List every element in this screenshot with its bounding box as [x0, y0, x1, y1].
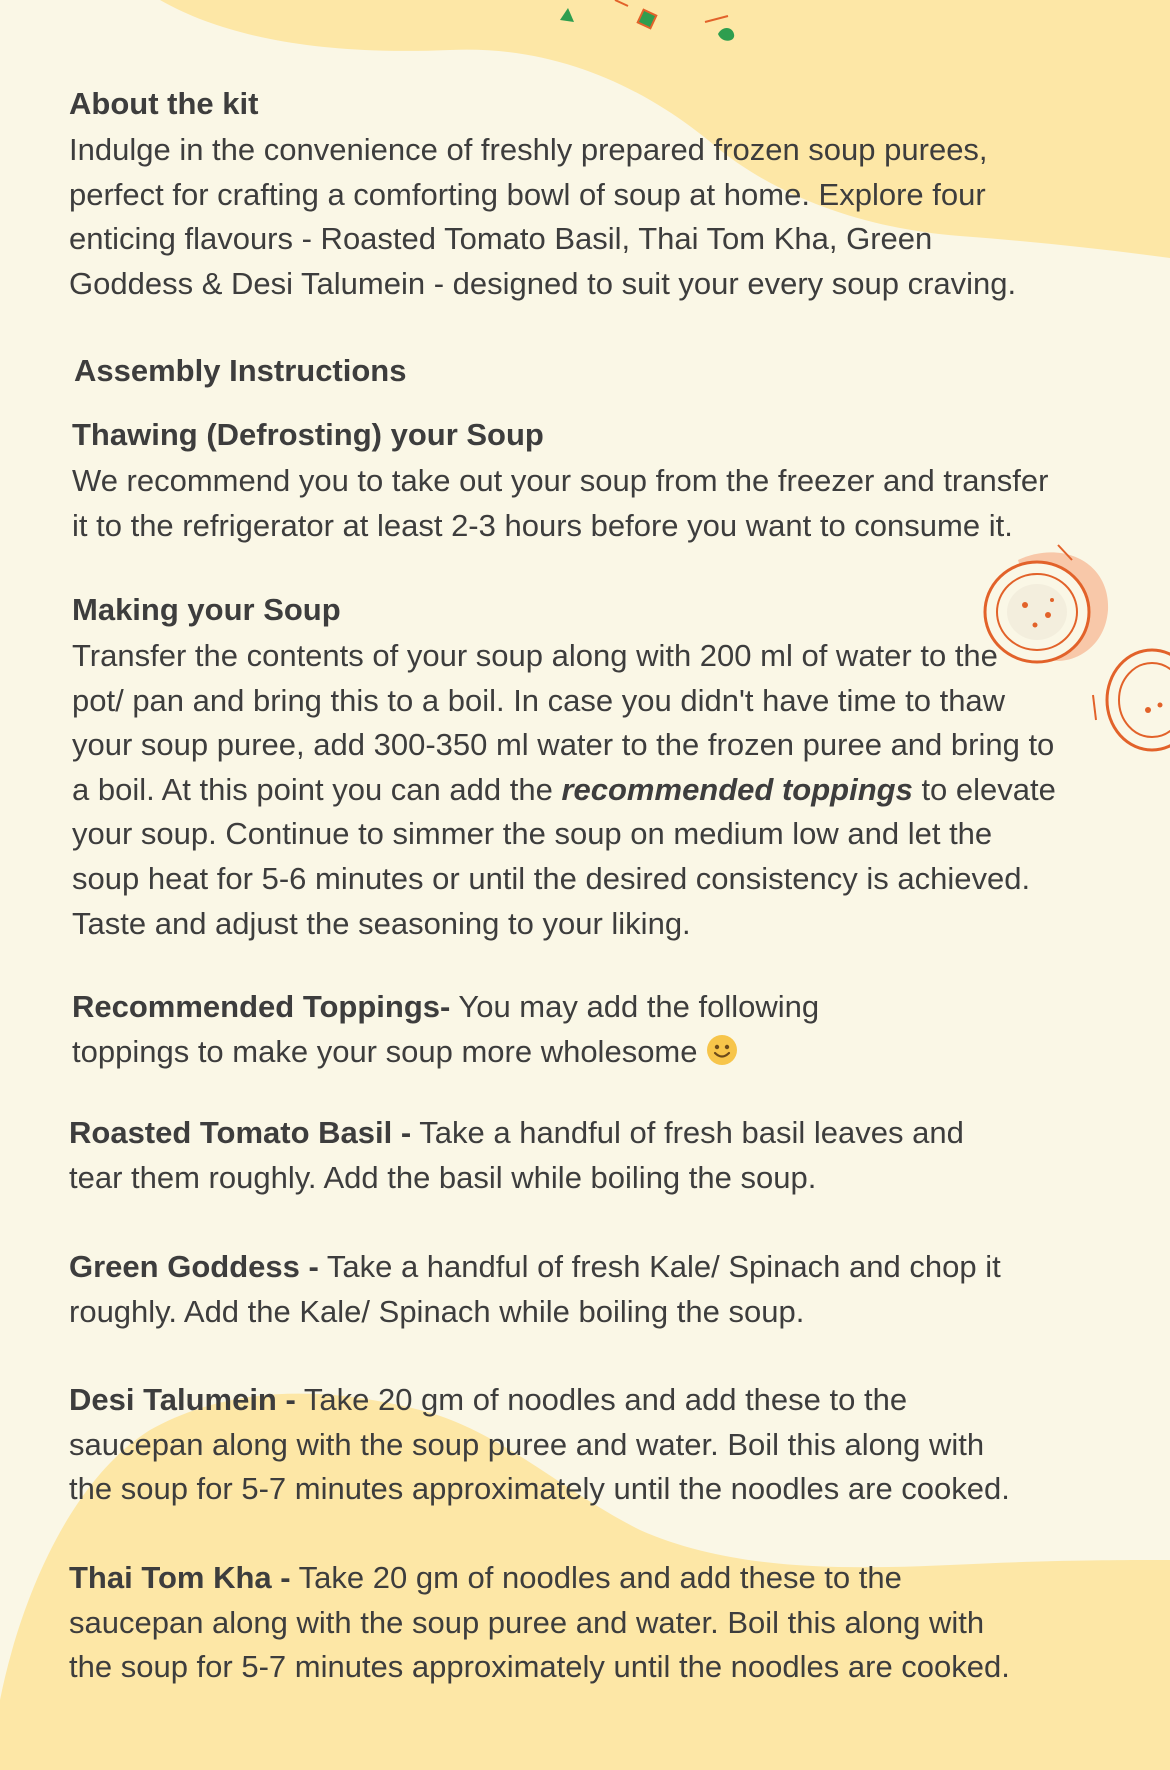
making-heading: Making your Soup — [72, 592, 341, 627]
smiley-face-icon — [706, 1034, 738, 1079]
making-line4-before: a boil. At this point you can add the — [72, 771, 562, 807]
topping-line — [69, 1245, 1129, 1290]
about-line: Goddess & Desi Talumein - designed to suit your every soup craving. — [69, 265, 1017, 301]
toppings-intro-rest: You may add the following — [450, 989, 820, 1024]
topping-text: Take 20 gm of noodles and add these to the — [290, 1560, 902, 1595]
topping-line: tear them roughly. Add the basil while boiling the soup. — [69, 1159, 817, 1195]
toppings-intro-line — [72, 985, 1132, 1030]
making-line: pot/ pan and bring this to a boil. In case you didn't have time to thaw — [72, 682, 1006, 718]
topping-line — [69, 1556, 1149, 1601]
making-line: your soup. Continue to simmer the soup on medium low and let the — [72, 816, 993, 852]
topping-name: Desi Talumein - — [69, 1382, 296, 1417]
making-line: your soup puree, add 300-350 ml water to the frozen puree and bring to — [72, 727, 1055, 763]
toppings-intro-line2: toppings to make your soup more wholesome — [72, 1033, 698, 1069]
topping-line: the soup for 5-7 minutes approximately until the noodles are cooked. — [69, 1471, 1010, 1507]
about-line: enticing flavours - Roasted Tomato Basil, Thai Tom Kha, Green — [69, 221, 933, 257]
topping-name: Thai Tom Kha - — [69, 1560, 291, 1595]
making-line4-after: to elevate — [912, 771, 1056, 807]
topping-line: roughly. Add the Kale/ Spinach while boiling the soup. — [69, 1293, 805, 1329]
making-line: Transfer the contents of your soup along with 200 ml of water to the — [72, 638, 998, 673]
about-line: Indulge in the convenience of freshly prepared frozen soup purees, — [69, 132, 988, 167]
making-section — [72, 590, 1167, 946]
making-line: Taste and adjust the seasoning to your liking. — [72, 905, 691, 941]
topping-roasted-tomato-basil — [69, 1111, 1129, 1200]
topping-text: Take a handful of fresh Kale/ Spinach and chop it — [318, 1249, 1001, 1284]
recommended-toppings-emphasis: recommended toppings — [561, 771, 913, 807]
topping-line: the soup for 5-7 minutes approximately until the noodles are cooked. — [69, 1649, 1010, 1685]
about-heading: About the kit — [69, 86, 259, 121]
making-line: soup heat for 5-6 minutes or until the desired consistency is achieved. — [72, 860, 1031, 896]
assembly-heading: Assembly Instructions — [74, 353, 407, 388]
about-section — [69, 84, 1109, 306]
topping-desi-talumein — [69, 1378, 1149, 1512]
about-line: perfect for crafting a comforting bowl of soup at home. Explore four — [69, 176, 986, 212]
thawing-heading: Thawing (Defrosting) your Soup — [72, 417, 544, 452]
topping-thai-tom-kha — [69, 1556, 1149, 1690]
topping-line: saucepan along with the soup puree and water. Boil this along with — [69, 1426, 985, 1462]
topping-line — [69, 1378, 1149, 1423]
thawing-line: We recommend you to take out your soup from the freezer and transfer — [72, 463, 1049, 498]
thawing-line: it to the refrigerator at least 2-3 hours before you want to consume it. — [72, 507, 1013, 543]
assembly-section — [74, 351, 406, 391]
topping-name: Roasted Tomato Basil - — [69, 1115, 412, 1150]
toppings-intro-line-2 — [72, 1030, 1132, 1079]
topping-text: Take a handful of fresh basil leaves and — [411, 1115, 964, 1150]
topping-line: saucepan along with the soup puree and water. Boil this along with — [69, 1604, 985, 1640]
topping-green-goddess — [69, 1245, 1129, 1334]
thawing-section — [72, 415, 1152, 548]
making-line-emphasis — [72, 768, 1167, 813]
topping-line — [69, 1111, 1129, 1156]
topping-name: Green Goddess - — [69, 1249, 319, 1284]
toppings-intro-label: Recommended Toppings- — [72, 989, 451, 1024]
toppings-intro-section — [72, 985, 1132, 1078]
topping-text: Take 20 gm of noodles and add these to the — [295, 1382, 908, 1417]
